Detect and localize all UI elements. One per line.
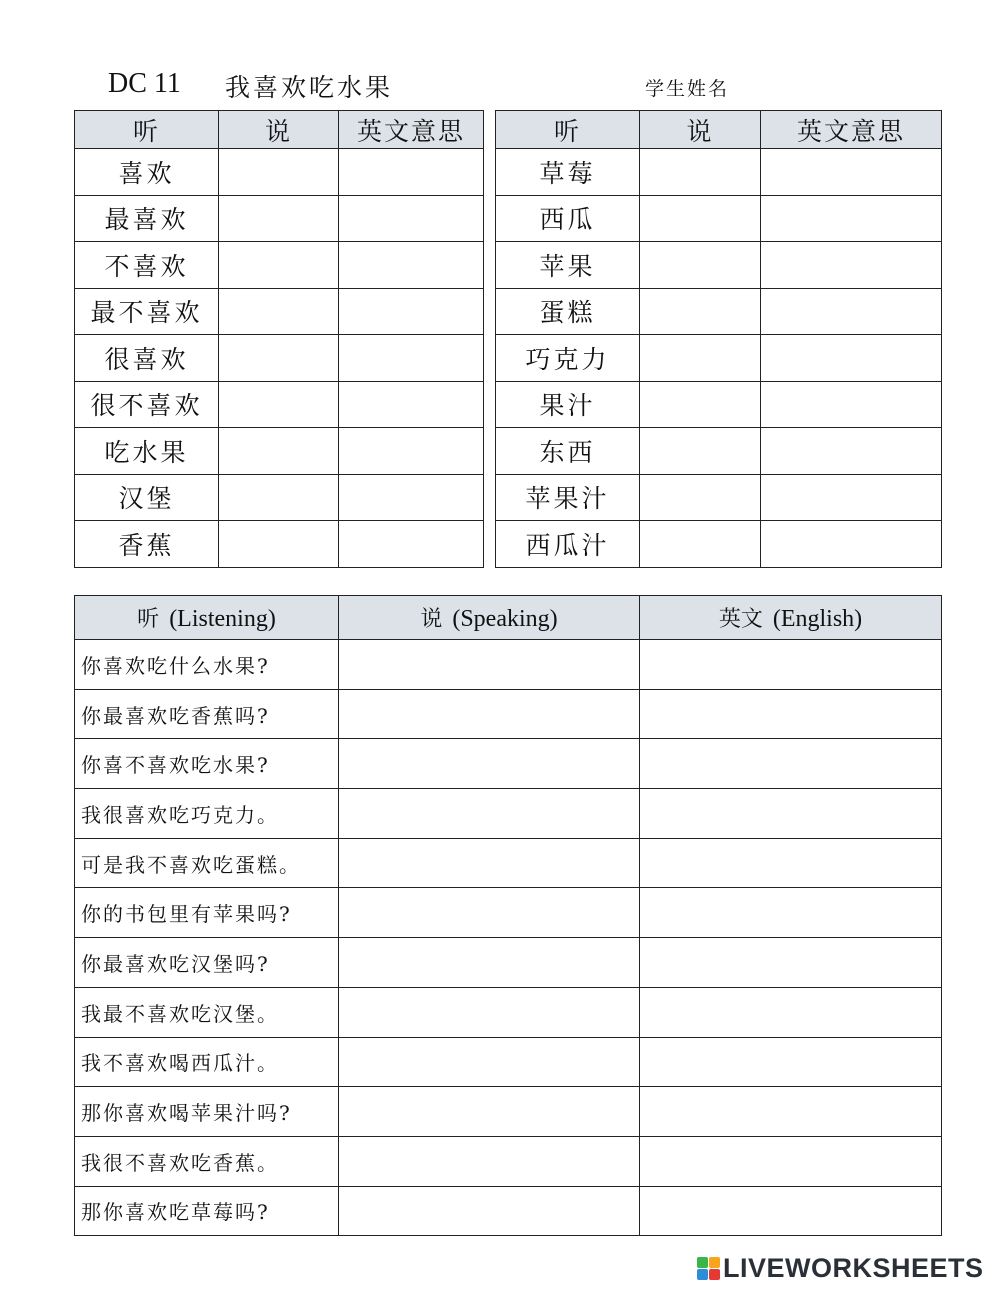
col-header-meaning: 英文意思 xyxy=(339,111,484,149)
vocab-word: 果汁 xyxy=(496,381,640,428)
english-answer-cell[interactable] xyxy=(640,789,942,839)
vocab-word: 蛋糕 xyxy=(496,288,640,335)
english-answer-cell[interactable] xyxy=(640,1087,942,1137)
sentence-row xyxy=(75,987,942,1037)
vocab-word: 香蕉 xyxy=(75,521,219,568)
vocab-word: 苹果汁 xyxy=(496,474,640,521)
english-meaning-answer-cell[interactable] xyxy=(761,149,942,196)
speaking-answer-cell[interactable] xyxy=(339,1087,640,1137)
vocab-word: 西瓜汁 xyxy=(496,521,640,568)
vocab-row xyxy=(75,521,484,568)
vocab-word: 喜欢 xyxy=(75,149,219,196)
english-answer-cell[interactable] xyxy=(640,1136,942,1186)
speaking-answer-cell[interactable] xyxy=(339,640,640,690)
speaking-answer-cell[interactable] xyxy=(339,1136,640,1186)
sentence-text: 你喜欢吃什么水果? xyxy=(75,640,339,690)
sentence-row xyxy=(75,789,942,839)
speak-answer-cell[interactable] xyxy=(640,428,761,475)
english-meaning-answer-cell[interactable] xyxy=(761,288,942,335)
english-answer-cell[interactable] xyxy=(640,938,942,988)
english-meaning-answer-cell[interactable] xyxy=(339,335,484,382)
vocab-row xyxy=(496,242,942,289)
english-answer-cell[interactable] xyxy=(640,1037,942,1087)
col-header-listening-en: (Listening) xyxy=(169,606,276,632)
sentence-text: 我很喜欢吃巧克力。 xyxy=(75,789,339,839)
sentence-row xyxy=(75,1087,942,1137)
sentence-row xyxy=(75,938,942,988)
vocab-row xyxy=(75,195,484,242)
speak-answer-cell[interactable] xyxy=(219,195,339,242)
english-meaning-answer-cell[interactable] xyxy=(339,521,484,568)
vocab-row xyxy=(75,288,484,335)
vocab-table-left xyxy=(74,110,484,568)
speaking-answer-cell[interactable] xyxy=(339,789,640,839)
speak-answer-cell[interactable] xyxy=(640,288,761,335)
vocab-word: 不喜欢 xyxy=(75,242,219,289)
col-header-listen: 听 xyxy=(75,111,219,149)
vocab-word: 最喜欢 xyxy=(75,195,219,242)
liveworksheets-logo xyxy=(697,1253,984,1284)
speak-answer-cell[interactable] xyxy=(219,428,339,475)
vocab-row xyxy=(496,335,942,382)
english-meaning-answer-cell[interactable] xyxy=(761,195,942,242)
sentence-row xyxy=(75,739,942,789)
sentence-row xyxy=(75,838,942,888)
vocab-row xyxy=(75,242,484,289)
speak-answer-cell[interactable] xyxy=(219,242,339,289)
sentence-text: 我很不喜欢吃香蕉。 xyxy=(75,1136,339,1186)
english-meaning-answer-cell[interactable] xyxy=(339,381,484,428)
vocab-row xyxy=(75,149,484,196)
english-answer-cell[interactable] xyxy=(640,739,942,789)
sentence-row xyxy=(75,888,942,938)
speak-answer-cell[interactable] xyxy=(219,381,339,428)
student-name-label: 学生姓名 xyxy=(645,78,730,100)
speaking-answer-cell[interactable] xyxy=(339,1186,640,1236)
speaking-answer-cell[interactable] xyxy=(339,938,640,988)
speak-answer-cell[interactable] xyxy=(640,521,761,568)
sentence-row xyxy=(75,1186,942,1236)
speak-answer-cell[interactable] xyxy=(219,335,339,382)
vocab-row xyxy=(496,195,942,242)
english-meaning-answer-cell[interactable] xyxy=(761,335,942,382)
sentence-text: 你最喜欢吃汉堡吗? xyxy=(75,938,339,988)
vocab-word: 草莓 xyxy=(496,149,640,196)
col-header-listening-cn: 听 xyxy=(137,607,160,632)
speaking-answer-cell[interactable] xyxy=(339,739,640,789)
col-header-english-en: (English) xyxy=(772,606,863,632)
english-answer-cell[interactable] xyxy=(640,640,942,690)
vocab-word: 苹果 xyxy=(496,242,640,289)
vocab-word: 最不喜欢 xyxy=(75,288,219,335)
speaking-answer-cell[interactable] xyxy=(339,838,640,888)
speak-answer-cell[interactable] xyxy=(640,335,761,382)
vocab-row xyxy=(75,474,484,521)
english-answer-cell[interactable] xyxy=(640,987,942,1037)
speak-answer-cell[interactable] xyxy=(640,381,761,428)
worksheet-title: 我喜欢吃水果 xyxy=(225,73,394,102)
english-answer-cell[interactable] xyxy=(640,689,942,739)
col-header-listen: 听 xyxy=(496,111,640,149)
english-meaning-answer-cell[interactable] xyxy=(339,428,484,475)
worksheet-code: DC 11 xyxy=(108,68,181,99)
vocab-word: 很不喜欢 xyxy=(75,381,219,428)
col-header-speaking xyxy=(339,596,640,640)
vocab-row xyxy=(75,428,484,475)
sentence-row xyxy=(75,1136,942,1186)
english-answer-cell[interactable] xyxy=(640,888,942,938)
sentence-text: 我不喜欢喝西瓜汁。 xyxy=(75,1037,339,1087)
vocab-row xyxy=(75,335,484,382)
vocab-header-row xyxy=(75,111,484,149)
col-header-speak: 说 xyxy=(640,111,761,149)
speaking-answer-cell[interactable] xyxy=(339,1037,640,1087)
col-header-speaking-cn: 说 xyxy=(420,607,443,632)
sentence-header-row xyxy=(75,596,942,640)
vocab-word: 巧克力 xyxy=(496,335,640,382)
vocab-word: 很喜欢 xyxy=(75,335,219,382)
vocab-word: 汉堡 xyxy=(75,474,219,521)
english-answer-cell[interactable] xyxy=(640,1186,942,1236)
col-header-listening xyxy=(75,596,339,640)
sentence-text: 可是我不喜欢吃蛋糕。 xyxy=(75,838,339,888)
speak-answer-cell[interactable] xyxy=(640,474,761,521)
english-meaning-answer-cell[interactable] xyxy=(339,195,484,242)
speak-answer-cell[interactable] xyxy=(640,242,761,289)
vocab-row xyxy=(496,288,942,335)
vocab-row xyxy=(496,474,942,521)
sentence-text: 那你喜欢喝苹果汁吗? xyxy=(75,1087,339,1137)
speak-answer-cell[interactable] xyxy=(219,149,339,196)
brand-name: LIVEWORKSHEETS xyxy=(723,1253,984,1283)
sentence-text: 你喜不喜欢吃水果? xyxy=(75,739,339,789)
speak-answer-cell[interactable] xyxy=(219,521,339,568)
col-header-meaning: 英文意思 xyxy=(761,111,942,149)
vocab-row xyxy=(496,521,942,568)
speak-answer-cell[interactable] xyxy=(640,195,761,242)
col-header-english-cn: 英文 xyxy=(718,607,763,632)
speaking-answer-cell[interactable] xyxy=(339,987,640,1037)
english-meaning-answer-cell[interactable] xyxy=(761,428,942,475)
sentence-text: 那你喜欢吃草莓吗? xyxy=(75,1186,339,1236)
english-meaning-answer-cell[interactable] xyxy=(761,521,942,568)
english-meaning-answer-cell[interactable] xyxy=(339,474,484,521)
speak-answer-cell[interactable] xyxy=(219,288,339,335)
col-header-speak: 说 xyxy=(219,111,339,149)
sentence-text: 你最喜欢吃香蕉吗? xyxy=(75,689,339,739)
col-header-speaking-en: (Speaking) xyxy=(452,606,558,632)
sentence-row xyxy=(75,689,942,739)
sentence-row xyxy=(75,640,942,690)
vocab-row xyxy=(75,381,484,428)
vocab-word: 东西 xyxy=(496,428,640,475)
english-meaning-answer-cell[interactable] xyxy=(339,149,484,196)
sentence-text: 我最不喜欢吃汉堡。 xyxy=(75,987,339,1037)
vocab-word: 西瓜 xyxy=(496,195,640,242)
logo-block xyxy=(697,1257,708,1268)
logo-block xyxy=(709,1257,720,1268)
vocab-word: 吃水果 xyxy=(75,428,219,475)
vocab-table-right xyxy=(495,110,942,568)
liveworksheets-blocks-icon xyxy=(697,1257,720,1280)
sentence-row xyxy=(75,1037,942,1087)
sentence-table xyxy=(74,595,942,1236)
english-answer-cell[interactable] xyxy=(640,838,942,888)
vocab-row xyxy=(496,149,942,196)
vocab-row xyxy=(496,381,942,428)
english-meaning-answer-cell[interactable] xyxy=(761,381,942,428)
speaking-answer-cell[interactable] xyxy=(339,689,640,739)
speaking-answer-cell[interactable] xyxy=(339,888,640,938)
english-meaning-answer-cell[interactable] xyxy=(761,242,942,289)
english-meaning-answer-cell[interactable] xyxy=(761,474,942,521)
col-header-english xyxy=(640,596,942,640)
speak-answer-cell[interactable] xyxy=(640,149,761,196)
vocab-row xyxy=(496,428,942,475)
speak-answer-cell[interactable] xyxy=(219,474,339,521)
vocab-header-row xyxy=(496,111,942,149)
sentence-text: 你的书包里有苹果吗? xyxy=(75,888,339,938)
logo-block xyxy=(709,1269,720,1280)
english-meaning-answer-cell[interactable] xyxy=(339,242,484,289)
english-meaning-answer-cell[interactable] xyxy=(339,288,484,335)
logo-block xyxy=(697,1269,708,1280)
